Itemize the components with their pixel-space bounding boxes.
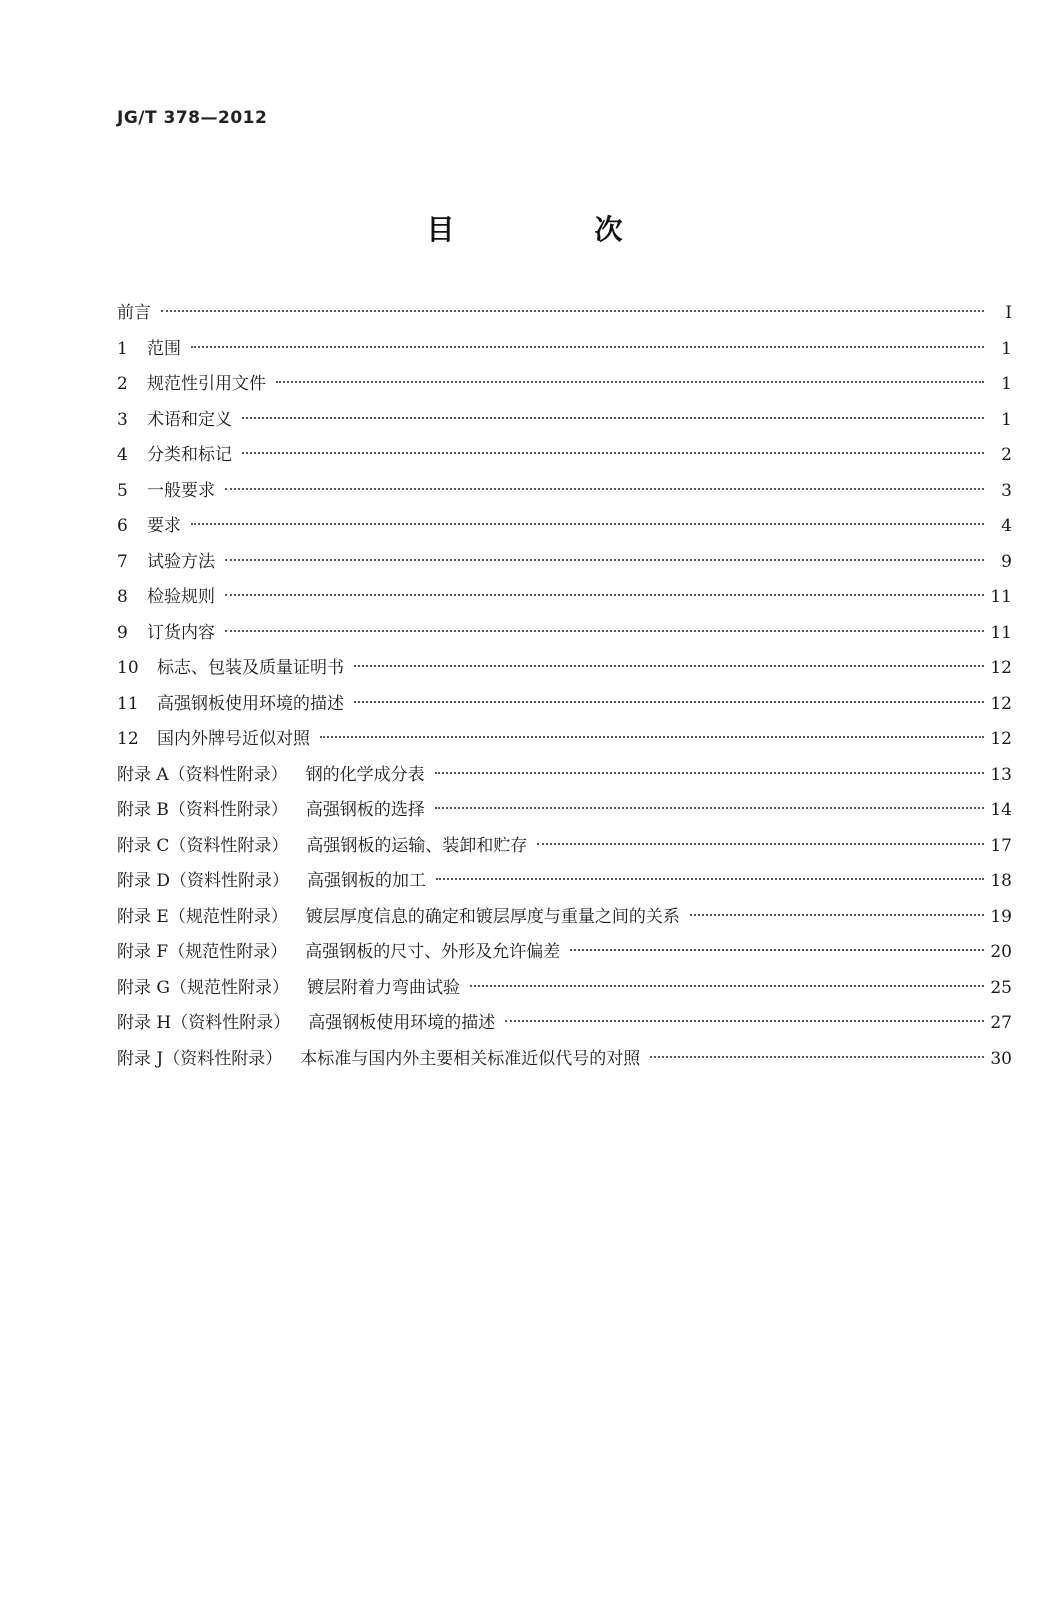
toc-row-appendix-b[interactable] (117, 793, 1012, 829)
appendix-prefix: 附录 F（规范性附录） (117, 942, 288, 962)
toc-section-number: 11 (117, 693, 139, 714)
appendix-prefix: 附录 E（规范性附录） (117, 906, 288, 927)
toc-entry-title: 镀层附着力弯曲试验 (306, 977, 460, 998)
toc-entry-title: 高强钢板的尺寸、外形及允许偏差 (305, 942, 561, 962)
dot-leader (276, 381, 984, 383)
toc-entry-title: 订货内容 (147, 622, 215, 643)
toc-section-number: 3 (117, 409, 128, 430)
toc-page-number: 12 (990, 729, 1012, 749)
toc-entry-title: 标志、包装及质量证明书 (157, 658, 344, 678)
dot-leader (242, 452, 984, 454)
toc-entry-title: 镀层厚度信息的确定和镀层厚度与重量之间的关系 (305, 906, 680, 927)
toc-entry-label (117, 403, 238, 439)
toc-entry-label (117, 758, 431, 794)
toc-entry-label (117, 900, 686, 936)
toc-entry-title: 钢的化学成分表 (305, 764, 425, 785)
dot-leader (354, 665, 984, 667)
toc-row-appendix-e[interactable] (117, 900, 1012, 936)
toc-section-number: 10 (117, 658, 139, 678)
toc-entry-title: 术语和定义 (147, 409, 232, 430)
dot-leader (225, 488, 984, 490)
dot-leader (320, 736, 984, 738)
toc-row-5[interactable] (117, 474, 1012, 510)
toc-page-number: 11 (990, 587, 1012, 607)
toc-entry-label (117, 616, 221, 652)
toc-row-appendix-f[interactable] (117, 935, 1012, 971)
toc-section-number: 1 (117, 338, 128, 359)
toc-section-number: 6 (117, 516, 128, 536)
dot-leader (690, 914, 984, 916)
toc-entry-title: 高强钢板使用环境的描述 (157, 693, 344, 714)
toc-entry-label (117, 722, 316, 758)
toc-entry-title: 范围 (147, 338, 181, 359)
toc-page-number: 25 (990, 977, 1012, 998)
toc-page-number: 14 (990, 800, 1012, 820)
toc-row-appendix-a[interactable] (117, 758, 1012, 794)
appendix-prefix: 附录 C（资料性附录） (117, 835, 289, 856)
toc-page-number: 27 (990, 1013, 1012, 1033)
toc-page-number: 1 (1001, 409, 1012, 430)
dot-leader (505, 1020, 984, 1022)
toc-page-number: 9 (1001, 551, 1012, 572)
toc-entry-title: 检验规则 (147, 587, 215, 607)
toc-row-8[interactable] (117, 580, 1012, 616)
dot-leader (537, 843, 984, 845)
toc-page-number: 12 (990, 658, 1012, 678)
toc-row-12[interactable] (117, 722, 1012, 758)
dot-leader (650, 1056, 984, 1058)
toc-entry-title: 高强钢板的加工 (307, 871, 427, 891)
table-of-contents (117, 296, 1012, 1077)
dot-leader (570, 949, 984, 951)
toc-entry-label (117, 687, 350, 723)
toc-entry-title: 规范性引用文件 (147, 374, 266, 394)
dot-leader (436, 878, 984, 880)
toc-page-number: 20 (990, 942, 1012, 962)
toc-entry-label (117, 829, 533, 865)
dot-leader (435, 807, 984, 809)
toc-section-number: 12 (117, 729, 139, 749)
toc-page-number: 11 (990, 622, 1012, 643)
toc-entry-label (117, 474, 221, 510)
toc-row-7[interactable] (117, 545, 1012, 581)
toc-row-11[interactable] (117, 687, 1012, 723)
toc-page-number: 17 (990, 835, 1012, 856)
toc-page-number: 1 (1001, 338, 1012, 359)
appendix-prefix: 附录 J（资料性附录） (117, 1048, 283, 1069)
toc-row-4[interactable] (117, 438, 1012, 474)
toc-section-number: 8 (117, 587, 128, 607)
toc-entry-label (117, 971, 466, 1007)
appendix-prefix: 附录 D（资料性附录） (117, 871, 290, 891)
toc-entry-title: 试验方法 (147, 551, 215, 572)
toc-row-appendix-d[interactable] (117, 864, 1012, 900)
toc-page-number: 12 (990, 693, 1012, 714)
toc-entry-label (117, 332, 187, 368)
toc-section-number: 4 (117, 445, 128, 465)
toc-entry-label (117, 651, 350, 687)
toc-entry-label (117, 438, 238, 474)
toc-row-appendix-g[interactable] (117, 971, 1012, 1007)
dot-leader (225, 630, 984, 632)
toc-entry-label (117, 545, 221, 581)
toc-entry-label (117, 580, 221, 616)
toc-entry-title: 本标准与国内外主要相关标准近似代号的对照 (300, 1048, 641, 1069)
appendix-prefix: 附录 A（资料性附录） (117, 764, 288, 785)
toc-entry-label (117, 1006, 501, 1042)
toc-entry-label (117, 367, 272, 403)
toc-entry-title: 国内外牌号近似对照 (157, 729, 310, 749)
dot-leader (435, 772, 984, 774)
toc-entry-label (117, 296, 157, 332)
toc-entry-label (117, 864, 432, 900)
toc-section-number: 7 (117, 551, 128, 572)
toc-entry-label (117, 509, 187, 545)
toc-page-number: 4 (1001, 516, 1012, 536)
dot-leader (225, 594, 984, 596)
appendix-prefix: 附录 G（规范性附录） (117, 977, 289, 998)
dot-leader (191, 523, 984, 525)
appendix-prefix: 附录 B（资料性附录） (117, 800, 288, 820)
dot-leader (470, 985, 984, 987)
toc-row-9[interactable] (117, 616, 1012, 652)
toc-entry-label (117, 935, 566, 971)
toc-page-number: 30 (990, 1048, 1012, 1069)
toc-entry-title: 一般要求 (147, 480, 215, 501)
toc-page-number: 19 (990, 906, 1012, 927)
toc-page-number: 1 (1001, 374, 1012, 394)
appendix-prefix: 附录 H（资料性附录） (117, 1013, 291, 1033)
toc-row-foreword[interactable] (117, 296, 1012, 332)
toc-page-number: 3 (1001, 480, 1012, 501)
toc-entry-title: 高强钢板的运输、装卸和贮存 (306, 835, 528, 856)
toc-page-number: I (1005, 303, 1012, 323)
toc-row-appendix-h[interactable] (117, 1006, 1012, 1042)
toc-row-10[interactable] (117, 651, 1012, 687)
toc-page-number: 13 (990, 764, 1012, 785)
dot-leader (161, 310, 984, 312)
dot-leader (242, 417, 984, 419)
page-title: 目 次 (426, 213, 679, 246)
toc-row-2[interactable] (117, 367, 1012, 403)
toc-entry-title: 前言 (117, 303, 151, 323)
toc-entry-title: 要求 (147, 516, 181, 536)
toc-row-3[interactable] (117, 403, 1012, 439)
toc-section-number: 5 (117, 480, 128, 501)
toc-page-number: 18 (990, 871, 1012, 891)
toc-page-number: 2 (1001, 445, 1012, 465)
dot-leader (191, 346, 984, 348)
toc-entry-title: 分类和标记 (147, 445, 232, 465)
dot-leader (354, 701, 984, 703)
toc-section-number: 2 (117, 374, 128, 394)
toc-entry-title: 高强钢板的选择 (305, 800, 425, 820)
toc-row-6[interactable] (117, 509, 1012, 545)
toc-entry-label (117, 1042, 646, 1078)
standard-code: JG/T 378—2012 (117, 108, 268, 128)
toc-entry-label (117, 793, 431, 829)
toc-row-1[interactable] (117, 332, 1012, 368)
dot-leader (225, 559, 984, 561)
toc-row-appendix-c[interactable] (117, 829, 1012, 865)
toc-row-appendix-j[interactable] (117, 1042, 1012, 1078)
toc-entry-title: 高强钢板使用环境的描述 (308, 1013, 496, 1033)
toc-section-number: 9 (117, 622, 128, 643)
